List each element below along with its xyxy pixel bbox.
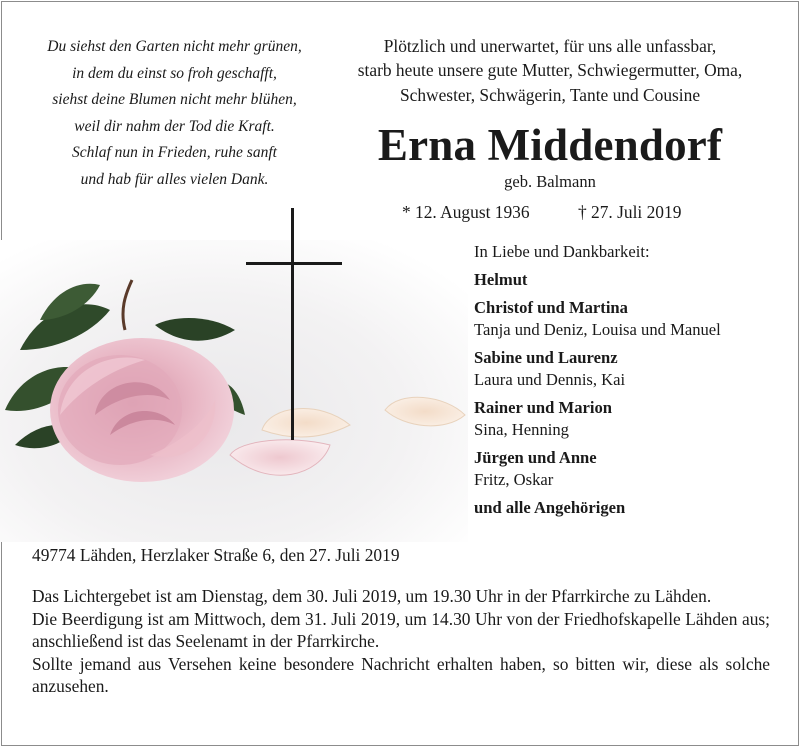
- family-group-members: Sina, Henning: [474, 420, 569, 439]
- family-intro: In Liebe und Dankbarkeit:: [474, 242, 650, 261]
- rose-flower: [50, 338, 234, 482]
- poem-line: Schlaf nun in Frieden, ruhe sanft: [72, 144, 277, 162]
- intro-line: Plötzlich und unerwartet, für uns alle unfassbar,: [383, 36, 717, 56]
- rose-and-cross-image: [0, 200, 468, 542]
- family-list: [474, 241, 721, 519]
- address-line: 49774 Lähden, Herzlaker Straße 6, den 27. Juli 2019: [32, 545, 400, 565]
- birth-date: * 12. August 1936: [402, 202, 530, 222]
- family-group: [474, 447, 721, 491]
- family-group-head: Helmut: [474, 270, 528, 289]
- family-group-members: Fritz, Oskar: [474, 470, 554, 489]
- poem-line: siehst deine Blumen nicht mehr blühen,: [52, 91, 297, 109]
- family-group-head: Jürgen und Anne: [474, 448, 597, 467]
- deceased-name: Erna Middendorf: [377, 120, 723, 170]
- poem: [12, 34, 337, 194]
- family-closing: und alle Angehörigen: [474, 498, 626, 517]
- death-date: † 27. Juli 2019: [578, 202, 682, 222]
- family-group: [474, 297, 721, 341]
- family-group-head: Sabine und Laurenz: [474, 348, 618, 367]
- family-group-members: Tanja und Deniz, Louisa und Manuel: [474, 320, 721, 339]
- family-group-head: Rainer und Marion: [474, 398, 612, 417]
- info-paragraph: Sollte jemand aus Versehen keine besondere Nachricht erhalten haben, so bitten wir, diese als solche anzusehen.: [32, 653, 770, 697]
- info-paragraph: Das Lichtergebet ist am Dienstag, dem 30. Juli 2019, um 19.30 Uhr in der Pfarrkirche zu Lähden.: [32, 586, 712, 606]
- family-group-members: Laura und Dennis, Kai: [474, 370, 626, 389]
- maiden-name: geb. Balmann: [504, 172, 596, 191]
- family-group: [474, 347, 721, 391]
- poem-line: und hab für alles vielen Dank.: [80, 170, 269, 188]
- poem-line: Du siehst den Garten nicht mehr grünen,: [47, 38, 302, 55]
- poem-line: weil dir nahm der Tod die Kraft.: [74, 117, 275, 135]
- intro-line: starb heute unsere gute Mutter, Schwiegermutter, Oma,: [357, 60, 743, 81]
- intro-line: Schwester, Schwägerin, Tante und Cousine: [399, 84, 701, 105]
- announcement-intro: [316, 34, 784, 107]
- family-group: [474, 269, 721, 291]
- family-group-head: Christof und Martina: [474, 298, 628, 317]
- family-group: [474, 397, 721, 441]
- poem-line: in dem du einst so froh geschafft,: [72, 64, 277, 82]
- info-paragraph: Die Beerdigung ist am Mittwoch, dem 31. Juli 2019, um 14.30 Uhr von der Friedhofskapelle Lähden aus; anschließend ist das Seelenamt in der Pfarrkirche.: [32, 608, 770, 652]
- service-info: [32, 585, 770, 698]
